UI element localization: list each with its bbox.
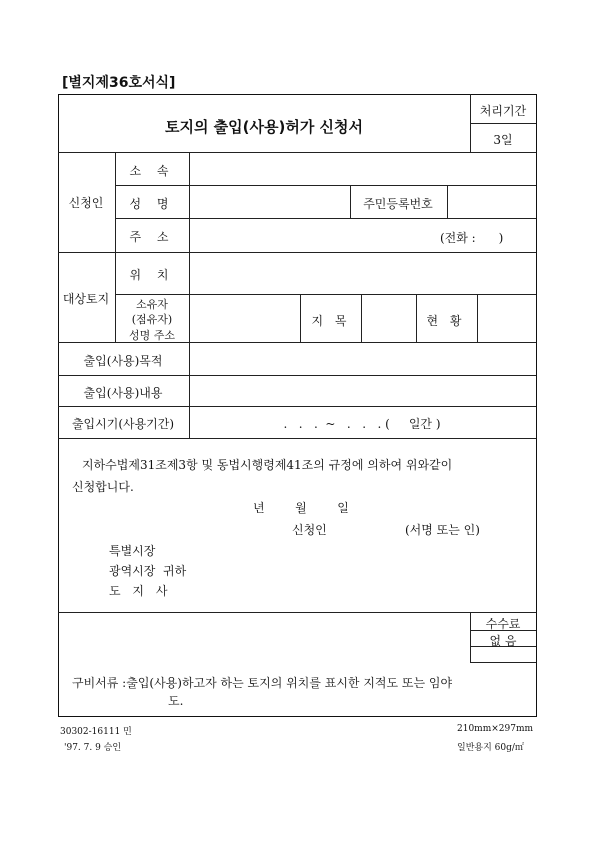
applicant-section-label: 신청인 <box>68 196 104 210</box>
attachments-text-cont: 도. <box>168 694 184 708</box>
owner-label-3: 성명 주소 <box>128 329 176 341</box>
frame-left <box>58 94 59 716</box>
recipient-3: 도 지 사 <box>109 584 172 598</box>
location-field[interactable] <box>190 253 536 294</box>
location-label: 위 치 <box>129 268 175 282</box>
statement-line-2: 신청합니다. <box>72 480 134 494</box>
applicant-sign-label: 신청인 <box>292 523 327 537</box>
footer-approval-date: '97. 7. 9 승인 <box>64 743 122 753</box>
purpose-field[interactable] <box>190 343 536 375</box>
name-field[interactable] <box>190 186 350 218</box>
date-line[interactable]: 년 월 일 <box>253 501 349 515</box>
owner-label-1: 소유자 <box>136 298 168 311</box>
footer-paper-weight: 일반용지 60g/㎡ <box>457 743 524 753</box>
processing-period-value: 3일 <box>493 133 513 147</box>
statement-line-1: 지하수법제31조제3항 및 동법시행령제41조의 규정에 의하여 위와같이 <box>82 458 453 472</box>
content-field[interactable] <box>190 376 536 406</box>
affiliation-label: 소 속 <box>129 164 175 178</box>
owner-label-2: (점유자) <box>131 313 173 326</box>
phone-label: (전화 : ) <box>440 231 504 245</box>
owner-field[interactable] <box>190 295 300 342</box>
footer-paper-size: 210mm×297mm <box>457 724 534 734</box>
resident-number-label: 주민등록번호 <box>363 197 433 211</box>
recipient-1: 특별시장 <box>109 544 156 558</box>
land-category-field[interactable] <box>362 295 416 342</box>
form-title: 토지의 출입(사용)허가 신청서 <box>164 118 364 136</box>
period-label: 출입시기(사용기간) <box>71 417 175 431</box>
purpose-label: 출입(사용)목적 <box>83 354 163 368</box>
attachments-text: 구비서류 :출입(사용)하고자 하는 토지의 위치를 표시한 지적도 또는 임야 <box>72 676 453 690</box>
status-field[interactable] <box>478 295 536 342</box>
frame-bottom <box>58 716 537 717</box>
target-land-section-label: 대상토지 <box>62 292 110 306</box>
processing-period-label: 처리기간 <box>479 104 527 118</box>
fee-label: 수수료 <box>485 617 521 631</box>
resident-number-field[interactable] <box>448 186 536 218</box>
name-label: 성 명 <box>129 197 175 211</box>
status-label: 현 황 <box>426 314 466 328</box>
affiliation-field[interactable] <box>190 153 536 185</box>
signature-note: (서명 또는 인) <box>405 523 480 537</box>
frame-top <box>58 94 537 95</box>
recipient-2: 광역시장 귀하 <box>109 564 187 578</box>
footer-form-code: 30302-16111 민 <box>60 727 132 737</box>
land-category-label: 지 목 <box>311 314 351 328</box>
period-value[interactable]: . . . ~ . . . ( 일간 ) <box>283 417 441 431</box>
address-label: 주 소 <box>129 230 175 244</box>
form-number: [별지제36호서식] <box>62 75 176 91</box>
fee-value: 없 음 <box>489 634 517 648</box>
content-label: 출입(사용)내용 <box>83 386 163 400</box>
frame-right <box>536 94 537 716</box>
